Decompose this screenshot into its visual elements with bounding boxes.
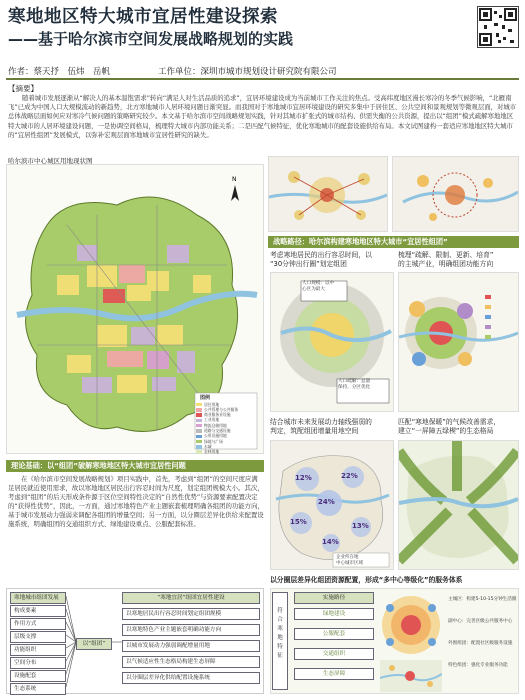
side-char-6: 征 xyxy=(277,653,283,659)
pct-4: 24% xyxy=(318,498,335,506)
abstract-text: 随着城市发展逐渐从“解决人的基本温饱需求”转向“满足人对生活品质的追求”，宜居环境建设成为当前城市工作关注的焦点。受高纬度地区漫长寒冷的冬季气候影响，“北雁南飞”已成为中国人口大规模流动的新趋势，北方寒地城市人居环境问题日渐突显。而我国对于寒地城市宜居环境建设的研究多集中于居住区、公共空间和景观规划等微观层面，对城市总体战略层面如何应对寒冷气候问题的策略研究较少。本文基于哈尔滨市空间战略规划实践，针对其城市扩张式的城市结构、供需失衡的公共资源，提出以“组团”模式疏解寒地地区特大城市的人居环境建设问题，一是协调空间格局，梳理特大城市内部功能关系；二是匹配气候特征，优化寒地城市的配套设施供给布局。本文试图建构一套适应寒地地区特大城市的“宜居性组团”发展模式，以弥补宏观层面寒地城市宜居性研究的缺失。 xyxy=(8,94,517,139)
people-count-label: 人口规模：以中 心区为最大 xyxy=(302,281,335,292)
authors: 作者：蔡天抒 伍炜 岳帆 xyxy=(8,67,111,77)
diagram-30min xyxy=(270,272,394,412)
side-char-1: 符 xyxy=(277,608,283,614)
flow-left-5: 空间分布 xyxy=(10,657,66,669)
legend-label: 道路与交通设施 xyxy=(204,427,231,433)
side-char-3: 寒 xyxy=(277,626,283,632)
legend-label: 物流仓储用地 xyxy=(204,422,227,428)
legend-swatch xyxy=(196,419,202,423)
callout-5: 以分圈层差异化组团资源配置，形成“多中心等级化”的服务体系 xyxy=(270,576,463,584)
callout-2: 梳理“疏解、限制、更新、培育” 的主城产业，明确组团功能方向 xyxy=(398,251,494,268)
flow-right-5: 以分圈层差异化供给配置设施系统 xyxy=(122,672,260,684)
path-item-3: 交通组织 xyxy=(294,648,374,660)
legend-swatch xyxy=(196,403,202,407)
legend-label: 绿地与广场 xyxy=(204,438,223,444)
growth-legend-2: 中心城市区域 xyxy=(336,561,363,566)
flow-left-2: 作用方式 xyxy=(10,618,66,630)
pct-6: 14% xyxy=(322,538,339,546)
pct-2: 22% xyxy=(341,472,358,480)
callout-1: 考虑寒地居民的出行容忍时间，以 “30分钟出行圈”划定组团 xyxy=(270,251,372,268)
service-circle-diagram xyxy=(380,594,442,656)
service-note-3: 外围组团：配置社区级服务设施 xyxy=(448,641,513,646)
flow-arrows xyxy=(66,592,122,692)
header-rule xyxy=(6,78,519,80)
flow-mid: 以“组团” xyxy=(76,638,112,650)
callout-4: 匹配“寒地保暖”的气候改善需求， 建立“一屏障五绿楔”的生态格局 xyxy=(398,418,501,435)
side-char-4: 地 xyxy=(277,635,283,641)
legend-swatch xyxy=(196,445,202,449)
legend-label: 公用设施用地 xyxy=(204,433,227,439)
flow-left-3: 层级支撑 xyxy=(10,631,66,643)
side-char-2: 合 xyxy=(277,617,283,623)
legend-label: 农林用地 xyxy=(204,449,220,455)
flow-right-title: “寒地宜居”组团宜居性建设 xyxy=(122,592,260,604)
path-title: 实施路径 xyxy=(294,592,374,604)
title-main: 寒地地区特大城市宜居性建设探索 xyxy=(8,7,278,27)
flow-left-1: 构成要素 xyxy=(10,605,66,617)
path-item-1: 绿地建设 xyxy=(294,608,374,620)
strategy-band: 战略路径：哈尔滨构建寒地地区特大城市“宜居性组团” xyxy=(268,236,519,248)
legend-label: 居住用地 xyxy=(204,401,220,407)
flow-right-3: 以城市发展动力强弱调配增量用地 xyxy=(122,640,260,652)
pct-3: 15% xyxy=(290,518,307,526)
legend-swatch xyxy=(196,408,202,412)
flow-right-2: 以寒地特色产业主题嵌套明确功能方向 xyxy=(122,624,260,636)
legend-label: 商业服务业设施 xyxy=(204,412,231,418)
theory-text: 在《哈尔滨市空间发展战略规划》项目实践中，首先，考虑到“组团”的空间尺度应满足居民就近使用需求，故以寒地地区居民出行容忍时间为尺度，划定组团规模大小。其次，考虑到“组团”的后天形成条件源于区位空间特性决定的“自然性优势”与资源要素配置决定的“获得性优势”，因此，一方面，通过寒地特色产业主题嵌套梳理明确各组团的功能方向，基于城市发展动力强弱来调配各组团的增量空间；另一方面，以分圈层差异化供给来配置设施系统，明确组团的交通组织方式、绿地建设重点、公服配套标准。 xyxy=(8,475,264,529)
title-sub: ——基于哈尔滨市空间发展战略规划的实践 xyxy=(8,30,294,48)
growth-legend-1: 企业所在地 xyxy=(336,555,359,560)
path-item-4: 生态屏障 xyxy=(294,668,374,680)
legend-swatch xyxy=(196,413,202,417)
service-note-4: 特色组团：强化专业服务功能 xyxy=(448,663,508,668)
theory-band: 理论基础：以“组团”破解寒地地区特大城市宜居性问题 xyxy=(6,460,264,472)
walk-time-label: 人口疏解：总量 保持，分区优化 xyxy=(338,379,371,390)
map-title: 哈尔滨市中心城区用地现状图 xyxy=(8,157,93,165)
pct-5: 13% xyxy=(352,522,369,530)
legend-label: 水域 xyxy=(204,443,212,449)
path-item-2: 公服配套 xyxy=(294,628,374,640)
callout-3: 结合城市未来发展动力轴线强弱的 判定，筑配组团增量用地空间 xyxy=(270,418,372,435)
flow-left-7: 生态系统 xyxy=(10,683,66,695)
legend-swatch xyxy=(196,450,202,454)
legend-swatch xyxy=(196,440,202,444)
flow-left-6: 设施配套 xyxy=(10,670,66,682)
diagram-eco xyxy=(398,440,519,570)
legend-label: 公共管理与公共服务 xyxy=(204,406,239,412)
side-vertical xyxy=(272,592,288,690)
work-unit: 工作单位：深圳市城市规划设计研究院有限公司 xyxy=(158,67,337,77)
title-block xyxy=(8,6,448,50)
abstract-label: 【摘要】 xyxy=(8,84,38,93)
qr-code-icon xyxy=(477,6,519,48)
diagram-industry xyxy=(398,272,519,412)
side-char-5: 特 xyxy=(277,644,283,650)
service-note-2: 副中心：完善区级公共服务中心 xyxy=(448,619,513,624)
legend-label: 工业用地 xyxy=(204,417,220,423)
pct-1: 12% xyxy=(295,474,312,482)
service-mini-map xyxy=(380,660,442,692)
legend-list xyxy=(196,402,260,455)
legend-swatch xyxy=(196,429,202,433)
svg-text:N: N xyxy=(232,176,237,183)
regional-map xyxy=(268,156,388,232)
legend-item xyxy=(196,450,260,455)
flow-right-1: 以寒地居民出行容忍时间划定组团规模 xyxy=(122,608,260,620)
flow-left-title: 寒地城市组团发展 xyxy=(10,592,66,604)
flow-left-4: 功能组织 xyxy=(10,644,66,656)
flow-right-4: 以气候适应性生态格局构建生态屏障 xyxy=(122,656,260,668)
service-note-1: 主城区：构建5-10-15分钟生活圈 xyxy=(448,597,517,602)
legend-swatch xyxy=(196,435,202,439)
legend-swatch xyxy=(196,424,202,428)
population-map xyxy=(392,156,519,232)
legend-title: 图例 xyxy=(200,395,211,401)
